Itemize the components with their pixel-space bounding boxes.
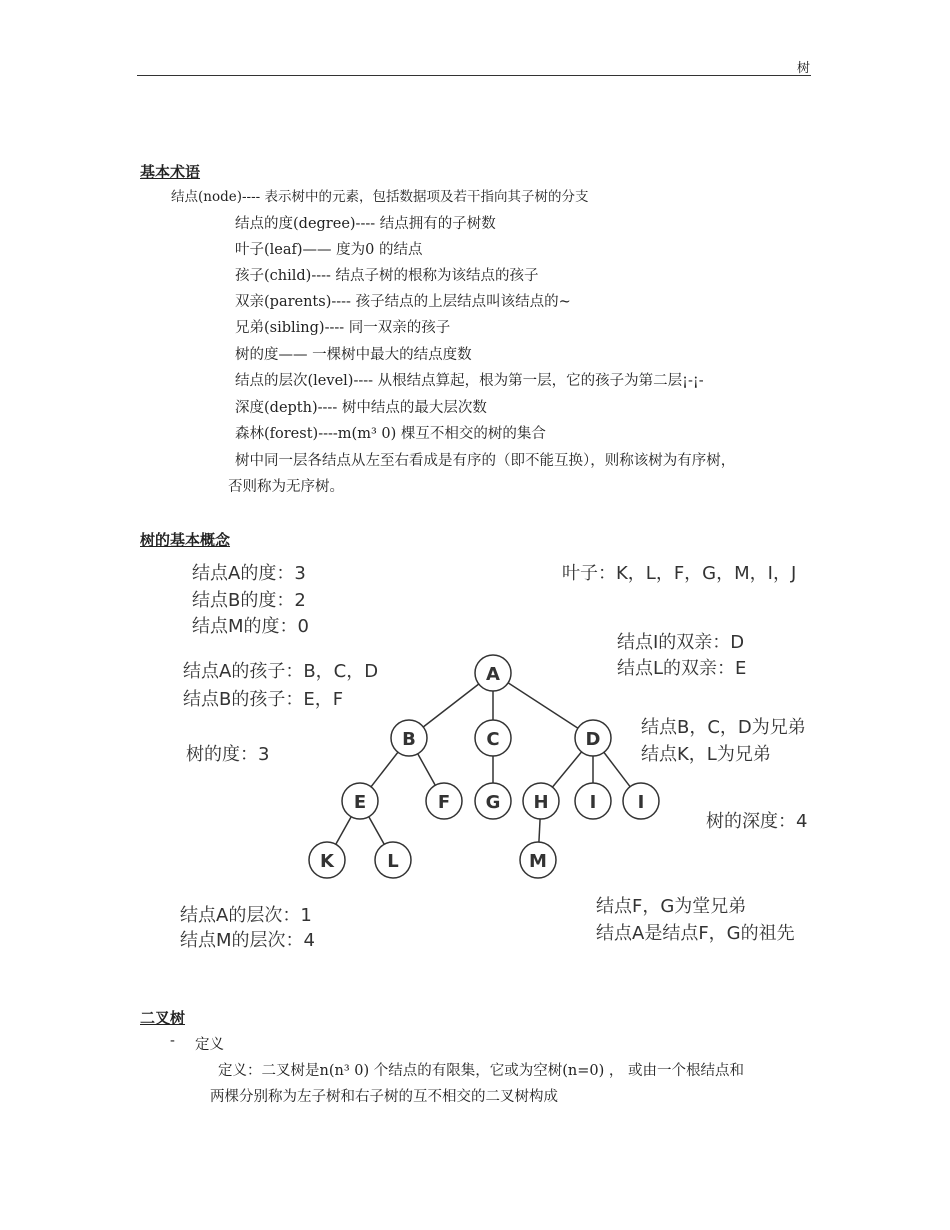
annotation-tree-degree: 树的度：3 (186, 744, 270, 765)
section-title-binary-tree: 二叉树 (140, 1009, 186, 1027)
term-line-unordered-tree: 否则称为无序树。 (228, 479, 344, 495)
section-title-basic-terms: 基本术语 (140, 163, 201, 181)
term-line-forest: 森林(forest)----m(m³ 0) 棵互不相交的树的集合 (235, 426, 546, 442)
annotation-siblings-bcd: 结点B，C，D为兄弟 (641, 717, 806, 738)
term-line-tree-degree: 树的度—— 一棵树中最大的结点度数 (235, 347, 472, 363)
tree-label-c: C (486, 729, 500, 750)
annotation-children-of-b: 结点B的孩子：E，F (183, 689, 344, 710)
tree-label-i: I (589, 792, 597, 813)
definition-line-2: 两棵分别称为左子树和右子树的互不相交的二叉树构成 (210, 1089, 558, 1105)
annotation-tree-depth: 树的深度：4 (706, 811, 808, 832)
term-line-sibling: 兄弟(sibling)---- 同一双亲的孩子 (235, 320, 451, 336)
header-rule (137, 75, 811, 76)
annotation-leaves: 叶子：K，L，F，G，M，I，J (562, 563, 797, 584)
definition-heading: 定义 (195, 1037, 224, 1053)
section-title-tree-concepts: 树的基本概念 (140, 531, 231, 549)
term-line-depth: 深度(depth)---- 树中结点的最大层次数 (235, 400, 487, 416)
tree-diagram (300, 645, 670, 885)
term-line-level: 结点的层次(level)---- 从根结点算起，根为第一层，它的孩子为第二层¡-¡- (235, 373, 704, 389)
annotation-ancestor-a: 结点A是结点F，G的祖先 (596, 923, 795, 944)
term-line-parents: 双亲(parents)---- 孩子结点的上层结点叫该结点的~ (235, 294, 571, 310)
annotation-parent-of-l: 结点L的双亲：E (617, 658, 747, 679)
annotation-parent-of-i: 结点I的双亲：D (617, 632, 745, 653)
page-header-title: 树 (796, 61, 810, 76)
term-line-child: 孩子(child)---- 结点子树的根称为该结点的孩子 (235, 268, 539, 284)
annotation-siblings-kl: 结点K，L为兄弟 (641, 744, 771, 765)
tree-label-b: B (402, 729, 416, 750)
definition-line-1: 定义：二叉树是n(n³ 0) 个结点的有限集，它或为空树(n=0) ， 或由一个根结点和 (218, 1063, 744, 1079)
tree-label-d: D (585, 729, 601, 750)
tree-label-j: I (637, 792, 645, 813)
term-line-degree: 结点的度(degree)---- 结点拥有的子树数 (235, 216, 496, 232)
annotation-level-a: 结点A的层次：1 (180, 905, 312, 926)
tree-label-m: M (529, 851, 547, 872)
tree-label-k: K (320, 851, 334, 872)
tree-label-l: L (387, 851, 399, 872)
annotation-degree-a: 结点A的度：3 (192, 563, 306, 584)
tree-label-a: A (486, 664, 500, 685)
annotation-level-m: 结点M的层次：4 (180, 930, 315, 951)
bullet-dash: - (170, 1033, 175, 1049)
annotation-children-of-a: 结点A的孩子：B，C，D (183, 661, 379, 682)
annotation-degree-b: 结点B的度：2 (192, 590, 306, 611)
tree-label-h: H (533, 792, 549, 813)
term-line-ordered-tree: 树中同一层各结点从左至右看成是有序的（即不能互换），则称该树为有序树， (235, 453, 736, 469)
tree-label-e: E (353, 792, 367, 813)
tree-label-f: F (437, 792, 451, 813)
annotation-degree-m: 结点M的度：0 (192, 616, 309, 637)
term-line-node: 结点(node)---- 表示树中的元素，包括数据项及若干指向其子树的分支 (171, 189, 589, 205)
tree-label-g: G (485, 792, 501, 813)
annotation-cousins-fg: 结点F，G为堂兄弟 (596, 896, 747, 917)
term-line-leaf: 叶子(leaf)—— 度为0 的结点 (235, 242, 423, 258)
